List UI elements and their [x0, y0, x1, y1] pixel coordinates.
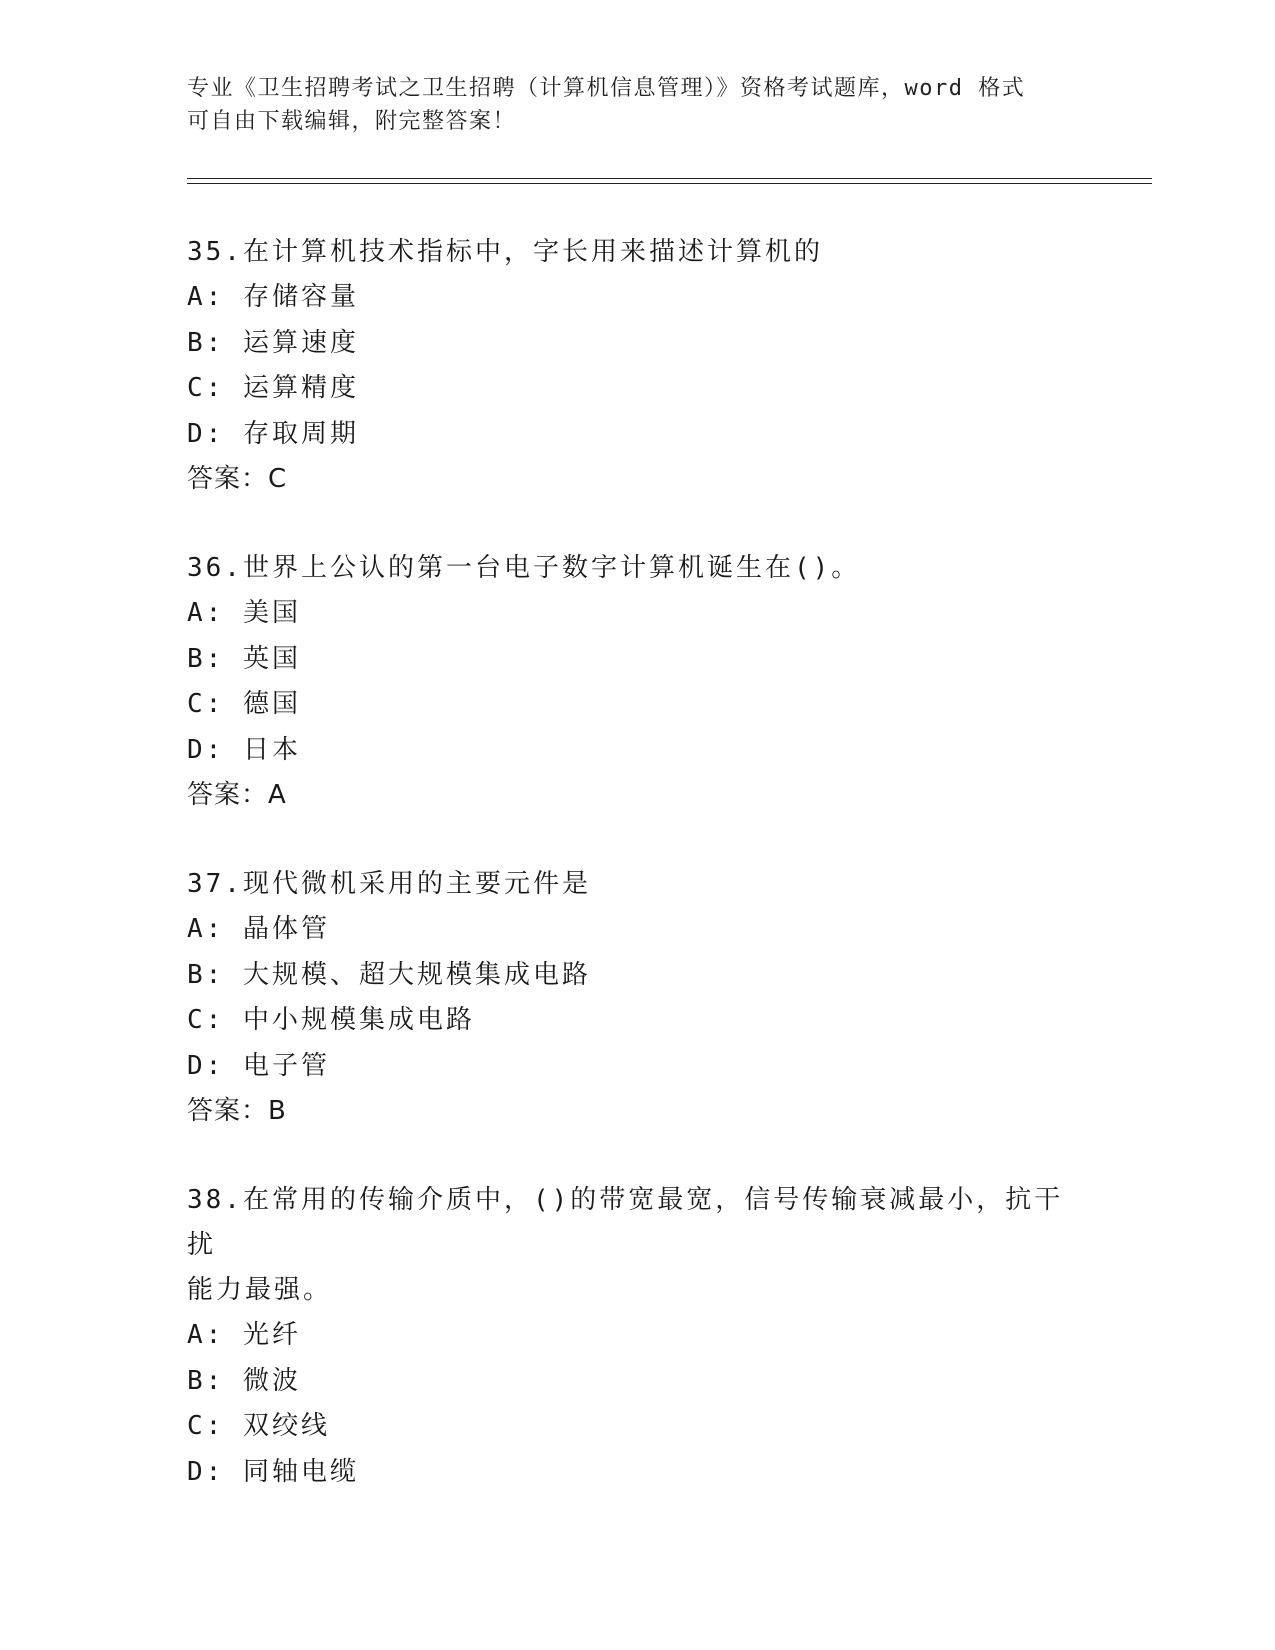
question-36 — [187, 546, 1087, 818]
answer-line: 答案：A — [187, 780, 287, 810]
option-c: C: 中小规模集成电路 — [187, 1005, 475, 1035]
option-c: C: 德国 — [187, 689, 301, 719]
question-38 — [187, 1178, 1087, 1495]
option-b: B: 运算速度 — [187, 327, 359, 358]
option-a: A: 晶体管 — [187, 914, 330, 944]
document-header — [187, 72, 1087, 138]
option-d: D: 电子管 — [187, 1050, 330, 1081]
option-d: D: 同轴电缆 — [187, 1456, 359, 1487]
question-stem: 35.在计算机技术指标中，字长用来描述计算机的 — [187, 237, 823, 267]
option-d: D: 存取周期 — [187, 418, 359, 449]
option-c: C: 双绞线 — [187, 1411, 330, 1441]
header-line-2: 可自由下载编辑，附完整答案！ — [187, 109, 517, 134]
option-b: B: 大规模、超大规模集成电路 — [187, 959, 591, 990]
question-list — [187, 230, 1087, 1539]
option-d: D: 日本 — [187, 734, 301, 765]
header-divider-bottom — [187, 183, 1152, 184]
question-stem-line-2: 能力最强。 — [187, 1275, 333, 1305]
header-line-1: 专业《卫生招聘考试之卫生招聘（计算机信息管理）》资格考试题库，word 格式 — [187, 76, 1026, 101]
question-37 — [187, 862, 1087, 1134]
option-a: A: 美国 — [187, 598, 301, 628]
answer-line: 答案：C — [187, 464, 288, 494]
answer-line: 答案：B — [187, 1096, 287, 1126]
question-stem: 36.世界上公认的第一台电子数字计算机诞生在()。 — [187, 553, 861, 583]
question-stem: 37.现代微机采用的主要元件是 — [187, 869, 591, 899]
option-c: C: 运算精度 — [187, 373, 359, 403]
option-a: A: 光纤 — [187, 1320, 301, 1350]
option-b: B: 微波 — [187, 1365, 301, 1396]
question-stem-line-1: 38.在常用的传输介质中，()的带宽最宽，信号传输衰减最小，抗干扰 — [187, 1185, 1064, 1260]
header-divider-top — [187, 178, 1152, 179]
option-a: A: 存储容量 — [187, 282, 359, 312]
option-b: B: 英国 — [187, 643, 301, 674]
question-35 — [187, 230, 1087, 502]
